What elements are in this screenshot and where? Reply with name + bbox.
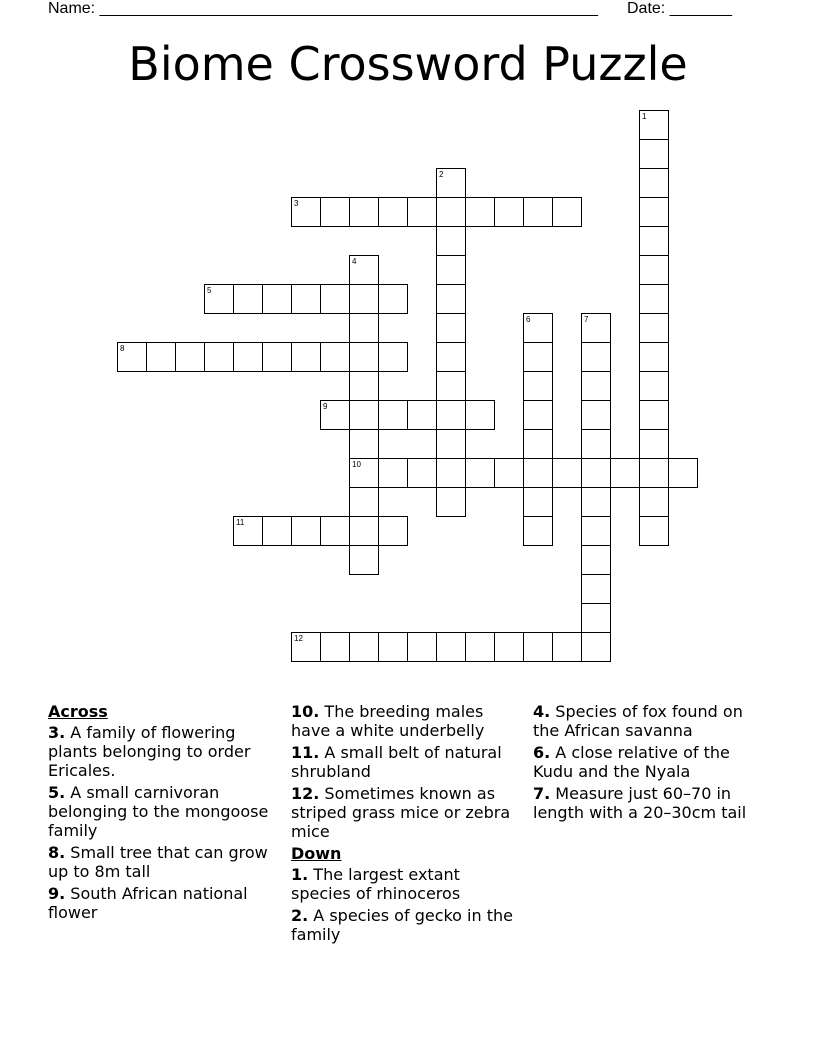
grid-cell[interactable]: [523, 487, 553, 517]
grid-cell[interactable]: [523, 632, 553, 662]
cell-number: 12: [294, 634, 303, 643]
grid-cell[interactable]: [117, 342, 147, 372]
grid-cell[interactable]: [523, 429, 553, 459]
clue-number: 6.: [533, 743, 551, 762]
grid-cell[interactable]: [552, 458, 582, 488]
clue-column-2: [291, 702, 523, 947]
grid-cell[interactable]: [320, 197, 350, 227]
grid-cell[interactable]: [320, 400, 350, 430]
cell-number: 5: [207, 286, 212, 295]
clue-down-7: [533, 784, 773, 822]
clue-number: 2.: [291, 906, 309, 925]
clue-text: A family of flowering plants belonging to order Ericales.: [48, 723, 251, 780]
clue-number: 4.: [533, 702, 551, 721]
grid-cell[interactable]: [465, 458, 495, 488]
clue-across-10: [291, 702, 523, 740]
grid-cell[interactable]: [639, 342, 669, 372]
clue-column-3: [533, 702, 773, 825]
grid-cell[interactable]: [465, 632, 495, 662]
clue-number: 5.: [48, 783, 66, 802]
across-heading: Across: [48, 702, 108, 721]
grid-cell[interactable]: [610, 458, 640, 488]
clue-number: 12.: [291, 784, 320, 803]
grid-cell[interactable]: [639, 255, 669, 285]
grid-cell[interactable]: [233, 284, 263, 314]
grid-cell[interactable]: [639, 139, 669, 169]
grid-cell[interactable]: [320, 516, 350, 546]
grid-cell[interactable]: [494, 632, 524, 662]
grid-cell[interactable]: [639, 110, 669, 140]
grid-cell[interactable]: [233, 516, 263, 546]
grid-cell[interactable]: [378, 632, 408, 662]
grid-cell[interactable]: [349, 342, 379, 372]
grid-cell[interactable]: [581, 516, 611, 546]
clue-text: A small belt of natural shrubland: [291, 743, 502, 781]
name-field-label: Name: ________________________________________________________: [48, 0, 598, 17]
grid-cell[interactable]: [523, 400, 553, 430]
grid-cell[interactable]: [639, 197, 669, 227]
grid-cell[interactable]: [581, 429, 611, 459]
grid-cell[interactable]: [639, 313, 669, 343]
grid-cell[interactable]: [581, 371, 611, 401]
grid-cell[interactable]: [320, 632, 350, 662]
clue-across-8: [48, 843, 280, 881]
clue-text: Species of fox found on the African savanna: [533, 702, 743, 740]
grid-cell[interactable]: [320, 284, 350, 314]
grid-cell[interactable]: [204, 342, 234, 372]
grid-cell[interactable]: [436, 371, 466, 401]
clue-number: 1.: [291, 865, 309, 884]
grid-cell[interactable]: [320, 342, 350, 372]
clue-number: 3.: [48, 723, 66, 742]
cell-number: 2: [439, 170, 444, 179]
clue-down-2: [291, 906, 523, 944]
grid-cell[interactable]: [349, 632, 379, 662]
grid-cell[interactable]: [552, 632, 582, 662]
grid-cell[interactable]: [523, 197, 553, 227]
cell-number: 6: [526, 315, 531, 324]
grid-cell[interactable]: [523, 371, 553, 401]
clue-number: 10.: [291, 702, 320, 721]
grid-cell[interactable]: [349, 545, 379, 575]
grid-cell[interactable]: [581, 603, 611, 633]
clue-text: South African national flower: [48, 884, 248, 922]
grid-cell[interactable]: [639, 371, 669, 401]
grid-cell[interactable]: [581, 342, 611, 372]
grid-cell[interactable]: [436, 429, 466, 459]
grid-cell[interactable]: [639, 429, 669, 459]
grid-cell[interactable]: [407, 632, 437, 662]
clue-text: A close relative of the Kudu and the Nyala: [533, 743, 730, 781]
clue-number: 8.: [48, 843, 66, 862]
grid-cell[interactable]: [436, 226, 466, 256]
grid-cell[interactable]: [378, 458, 408, 488]
clue-number: 11.: [291, 743, 320, 762]
down-heading: Down: [291, 844, 342, 863]
grid-cell[interactable]: [436, 400, 466, 430]
grid-cell[interactable]: [581, 458, 611, 488]
clue-across-5: [48, 783, 280, 840]
grid-cell[interactable]: [407, 458, 437, 488]
grid-cell[interactable]: [291, 342, 321, 372]
grid-cell[interactable]: [378, 400, 408, 430]
clue-text: Sometimes known as striped grass mice or zebra mice: [291, 784, 511, 841]
grid-cell[interactable]: [349, 400, 379, 430]
grid-cell[interactable]: [581, 487, 611, 517]
grid-cell[interactable]: [175, 342, 205, 372]
grid-cell[interactable]: [436, 168, 466, 198]
clue-number: 9.: [48, 884, 66, 903]
grid-cell[interactable]: [639, 168, 669, 198]
cell-number: 7: [584, 315, 589, 324]
cell-number: 3: [294, 199, 299, 208]
grid-cell[interactable]: [436, 458, 466, 488]
grid-cell[interactable]: [349, 429, 379, 459]
grid-cell[interactable]: [378, 197, 408, 227]
clue-across-3: [48, 723, 280, 780]
clue-text: Small tree that can grow up to 8m tall: [48, 843, 268, 881]
grid-cell[interactable]: [349, 516, 379, 546]
clue-text: Measure just 60–70 in length with a 20–30cm tail: [533, 784, 747, 822]
clue-text: A species of gecko in the family: [291, 906, 513, 944]
grid-cell[interactable]: [291, 516, 321, 546]
grid-cell[interactable]: [436, 255, 466, 285]
grid-cell[interactable]: [465, 197, 495, 227]
grid-cell[interactable]: [378, 342, 408, 372]
clue-down-4: [533, 702, 773, 740]
grid-cell[interactable]: [146, 342, 176, 372]
grid-cell[interactable]: [349, 371, 379, 401]
grid-cell[interactable]: [494, 458, 524, 488]
clue-text: A small carnivoran belonging to the mongoose family: [48, 783, 269, 840]
clue-number: 7.: [533, 784, 551, 803]
grid-cell[interactable]: [436, 487, 466, 517]
cell-number: 4: [352, 257, 357, 266]
clue-down-1: [291, 865, 523, 903]
clue-down-6: [533, 743, 773, 781]
grid-cell[interactable]: [668, 458, 698, 488]
grid-cell[interactable]: [262, 342, 292, 372]
grid-cell[interactable]: [407, 197, 437, 227]
cell-number: 11: [236, 518, 245, 527]
grid-cell[interactable]: [349, 458, 379, 488]
grid-cell[interactable]: [581, 574, 611, 604]
grid-cell[interactable]: [465, 400, 495, 430]
grid-cell[interactable]: [639, 226, 669, 256]
grid-cell[interactable]: [581, 400, 611, 430]
grid-cell[interactable]: [349, 487, 379, 517]
clue-across-11: [291, 743, 523, 781]
grid-cell[interactable]: [639, 458, 669, 488]
cell-number: 10: [352, 460, 361, 469]
date-field-label: Date: _______: [627, 0, 732, 17]
grid-cell[interactable]: [262, 516, 292, 546]
grid-cell[interactable]: [349, 197, 379, 227]
grid-cell[interactable]: [233, 342, 263, 372]
clue-across-9: [48, 884, 280, 922]
grid-cell[interactable]: [378, 516, 408, 546]
grid-cell[interactable]: [436, 632, 466, 662]
grid-cell[interactable]: [436, 342, 466, 372]
grid-cell[interactable]: [407, 400, 437, 430]
grid-cell[interactable]: [581, 313, 611, 343]
grid-cell[interactable]: [639, 400, 669, 430]
grid-cell[interactable]: [639, 487, 669, 517]
grid-cell[interactable]: [639, 516, 669, 546]
grid-cell[interactable]: [639, 284, 669, 314]
grid-cell[interactable]: [349, 313, 379, 343]
grid-cell[interactable]: [262, 284, 292, 314]
clue-text: The largest extant species of rhinoceros: [291, 865, 461, 903]
grid-cell[interactable]: [204, 284, 234, 314]
grid-cell[interactable]: [552, 197, 582, 227]
clue-column-1: [48, 702, 280, 925]
grid-cell[interactable]: [349, 284, 379, 314]
clue-text: The breeding males have a white underbelly: [291, 702, 485, 740]
grid-cell[interactable]: [291, 632, 321, 662]
grid-cell[interactable]: [436, 313, 466, 343]
grid-cell[interactable]: [581, 545, 611, 575]
grid-cell[interactable]: [436, 197, 466, 227]
grid-cell[interactable]: [494, 197, 524, 227]
page-title: Biome Crossword Puzzle: [128, 37, 688, 91]
grid-cell[interactable]: [436, 284, 466, 314]
cell-number: 8: [120, 344, 125, 353]
grid-cell[interactable]: [581, 632, 611, 662]
clue-across-12: [291, 784, 523, 841]
grid-cell[interactable]: [523, 458, 553, 488]
grid-cell[interactable]: [523, 342, 553, 372]
grid-cell[interactable]: [523, 313, 553, 343]
grid-cell[interactable]: [291, 284, 321, 314]
cell-number: 9: [323, 402, 328, 411]
grid-cell[interactable]: [349, 255, 379, 285]
grid-cell[interactable]: [378, 284, 408, 314]
grid-cell[interactable]: [291, 197, 321, 227]
cell-number: 1: [642, 112, 647, 121]
grid-cell[interactable]: [523, 516, 553, 546]
